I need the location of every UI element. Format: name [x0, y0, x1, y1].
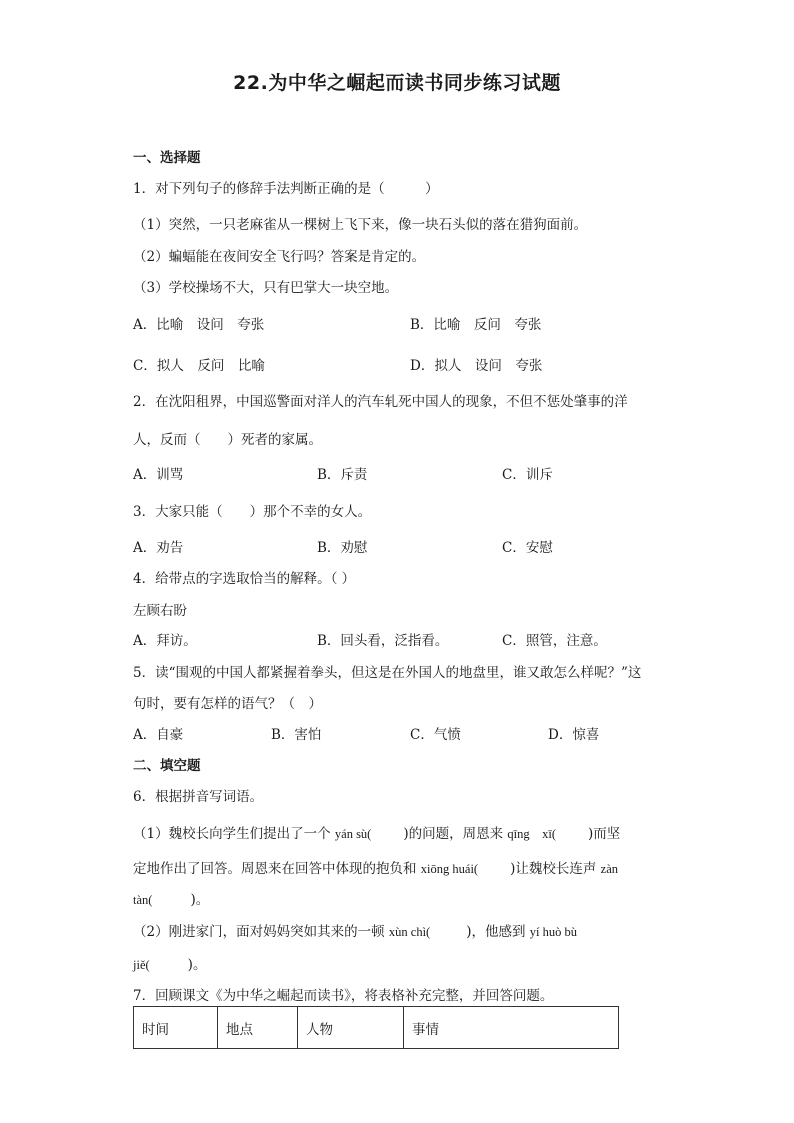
table-row	[134, 1007, 619, 1049]
question-3-option-c: C．安慰	[502, 540, 553, 556]
question-2-option-c: C．训斥	[502, 467, 553, 483]
question-7-table	[133, 1006, 619, 1049]
table-header-cell: 人物	[298, 1007, 404, 1049]
question-4-word: 左顾右盼	[133, 603, 187, 619]
question-2-option-b: B．斥责	[317, 467, 368, 483]
question-6-part-1-line-1	[133, 822, 620, 842]
page-title: 22.为中华之崛起而读书同步练习试题	[233, 72, 561, 94]
text-segment: )，他感到	[466, 924, 530, 940]
pinyin-xunchi: xùn chì(	[388, 925, 431, 939]
question-1-sentence-3: （3）学校操场不大，只有巴掌大一块空地。	[133, 280, 399, 296]
table-header-cell: 时间	[134, 1007, 218, 1049]
question-6-part-1-line-2	[133, 857, 618, 877]
question-4-option-c: C．照管，注意。	[502, 633, 607, 649]
pinyin-qingxi: qīng xī(	[507, 827, 557, 841]
text-segment: )的问题，周恩来	[403, 826, 508, 842]
question-3-option-a: A．劝告	[133, 540, 184, 556]
question-5-option-d: D．惊喜	[548, 727, 600, 743]
table-header-cell: 地点	[218, 1007, 298, 1049]
question-1-option-a: A．比喻 设问 夸张	[133, 317, 265, 333]
section-heading-choice: 一、选择题	[133, 150, 201, 166]
question-6-stem: 6．根据拼音写词语。	[133, 789, 264, 805]
question-6-part-2-line-2	[133, 953, 206, 973]
question-1-option-b: B．比喻 反问 夸张	[410, 317, 542, 333]
section-heading-fill: 二、填空题	[133, 758, 201, 774]
question-3-stem: 3．大家只能（ ）那个不幸的女人。	[133, 504, 372, 520]
pinyin-zan: zàn	[600, 862, 619, 876]
question-6-part-1-line-3	[133, 888, 209, 908]
text-segment: )。	[190, 892, 210, 908]
pinyin-xionghuai: xiōng huái(	[420, 862, 479, 876]
question-3-option-b: B．劝慰	[317, 540, 368, 556]
question-5-option-c: C．气愤	[410, 727, 461, 743]
question-4-stem: 4．给带点的字选取恰当的解释。（ ）	[133, 571, 356, 587]
text-segment: （2）刚进家门，面对妈妈突如其来的一顿	[133, 924, 389, 940]
text-segment: )而坚	[588, 826, 621, 842]
pinyin-yansu: yán sù(	[334, 827, 372, 841]
pinyin-jie: jiě(	[133, 958, 150, 972]
question-1-stem: 1．对下列句子的修辞手法判断正确的是（ ）	[133, 181, 439, 197]
table-header-cell: 事情	[404, 1007, 619, 1049]
question-7-stem: 7．回顾课文《为中华之崛起而读书》，将表格补充完整，并回答问题。	[133, 988, 554, 1004]
question-2-line-1: 2．在沈阳租界，中国巡警面对洋人的汽车轧死中国人的现象，不但不惩处肇事的洋	[133, 394, 628, 410]
question-5-option-b: B．害怕	[271, 727, 322, 743]
text-segment: 定地作出了回答。周恩来在回答中体现的抱负和	[133, 861, 421, 877]
pinyin-tan: tàn(	[133, 893, 153, 907]
pinyin-yihuobu: yí huò bù	[529, 925, 577, 939]
question-1-sentence-2: （2）蝙蝠能在夜间安全飞行吗？答案是肯定的。	[133, 249, 426, 265]
question-5-line-2: 句时，要有怎样的语气？（ ）	[133, 696, 322, 712]
text-segment: )让魏校长连声	[510, 861, 601, 877]
question-1-sentence-1: （1）突然，一只老麻雀从一棵树上飞下来，像一块石头似的落在猎狗面前。	[133, 217, 588, 233]
question-1-option-d: D．拟人 设问 夸张	[410, 358, 543, 374]
question-2-line-2: 人，反而（ ）死者的家属。	[133, 432, 322, 448]
text-segment: （1）魏校长向学生们提出了一个	[133, 826, 335, 842]
question-5-line-1: 5．读“围观的中国人都紧握着拳头，但这是在外国人的地盘里，谁又敢怎么样呢？”这	[133, 665, 642, 681]
question-6-part-2-line-1	[133, 920, 577, 940]
question-1-option-c: C．拟人 反问 比喻	[133, 358, 265, 374]
question-2-option-a: A．训骂	[133, 467, 184, 483]
question-4-option-a: A．拜访。	[133, 633, 197, 649]
question-4-option-b: B．回头看，泛指看。	[317, 633, 449, 649]
question-5-option-a: A．自豪	[133, 727, 184, 743]
text-segment: )。	[187, 957, 207, 973]
